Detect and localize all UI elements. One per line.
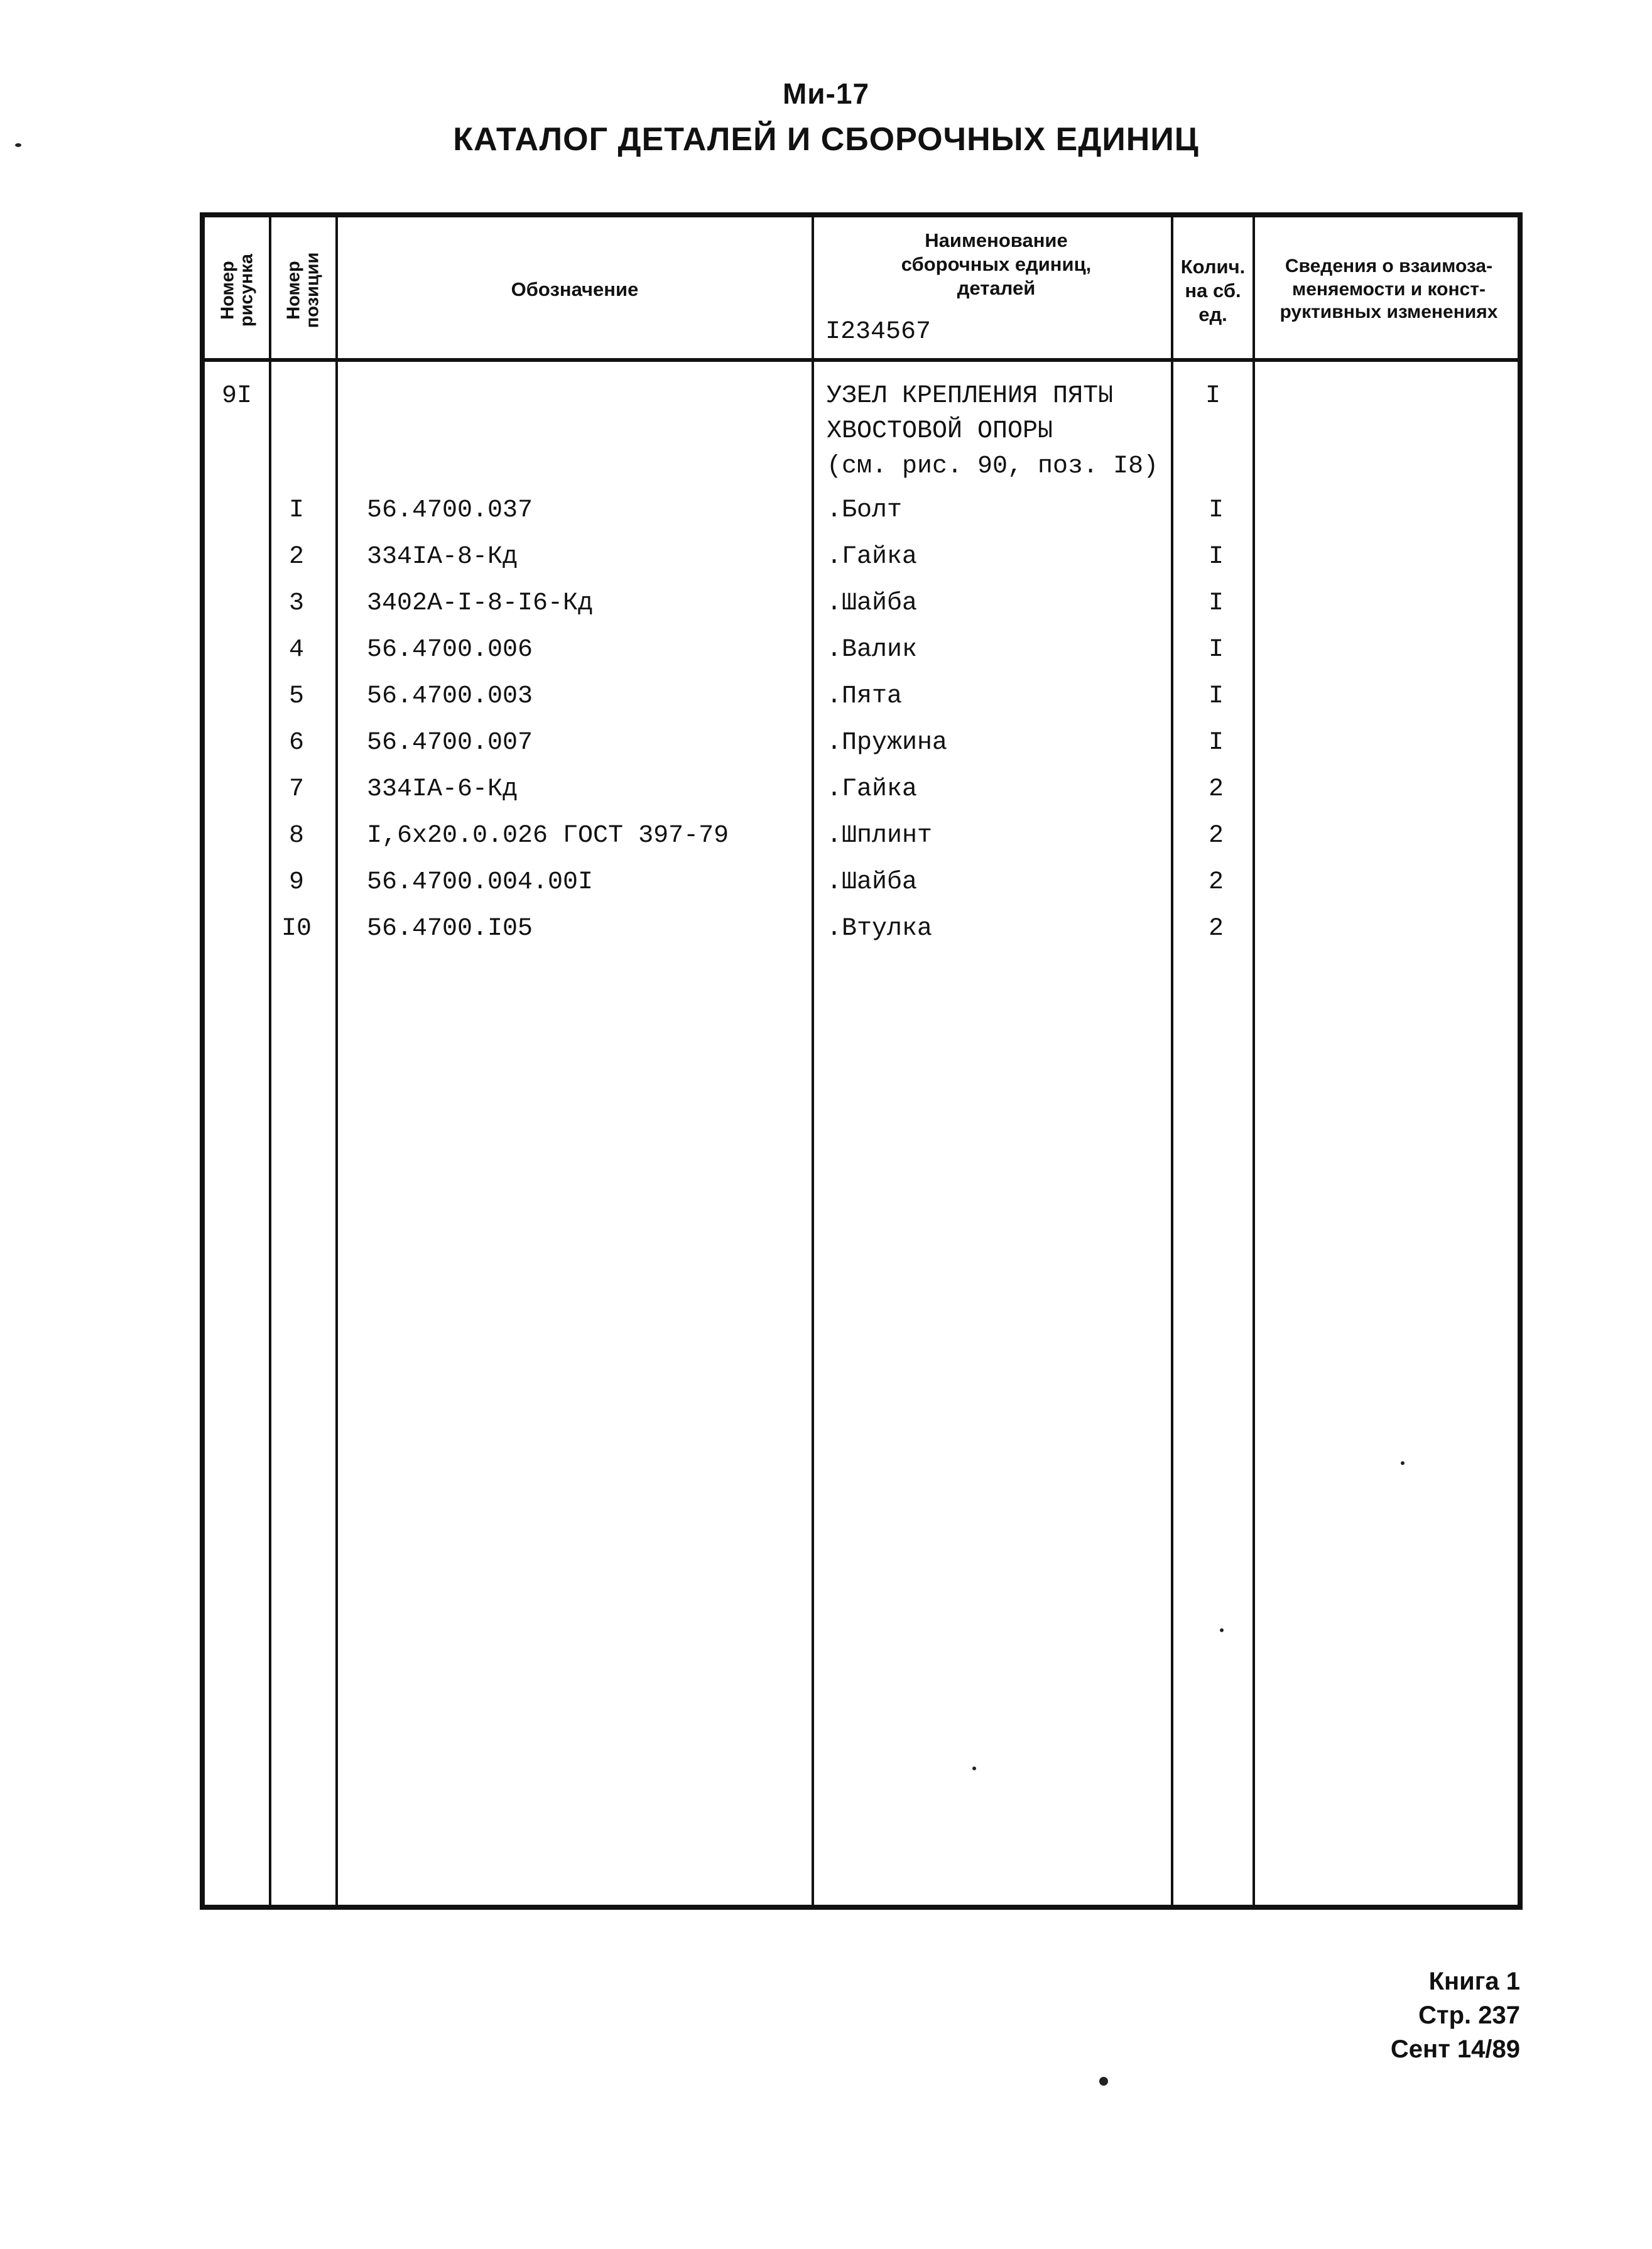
table-row bbox=[205, 535, 1518, 582]
part-name: .Болт bbox=[827, 496, 903, 525]
part-designation: 56.4700.007 bbox=[367, 729, 533, 757]
part-quantity: I bbox=[1208, 682, 1224, 711]
part-quantity: I bbox=[1208, 589, 1224, 618]
position-number: I bbox=[288, 496, 304, 525]
position-number: 3 bbox=[288, 589, 304, 618]
scan-speck bbox=[1401, 1461, 1405, 1465]
part-designation: I,6х20.0.026 ГОСТ 397-79 bbox=[367, 822, 729, 850]
header-position-number: Номер позиции bbox=[283, 252, 323, 329]
part-name: .Валик bbox=[827, 636, 918, 664]
position-number: 2 bbox=[288, 543, 304, 571]
column-divider bbox=[269, 217, 271, 1905]
part-quantity: 2 bbox=[1208, 775, 1224, 803]
header-divider bbox=[205, 358, 1518, 362]
part-name: .Гайка bbox=[827, 775, 918, 803]
part-name: .Пята bbox=[827, 682, 903, 711]
part-quantity: I bbox=[1208, 543, 1224, 571]
part-quantity: 2 bbox=[1208, 822, 1224, 850]
part-designation: 334IA-8-Кд bbox=[367, 543, 518, 571]
part-name: .Шайба bbox=[827, 868, 918, 896]
column-divider bbox=[335, 217, 338, 1905]
document-title: КАТАЛОГ ДЕТАЛЕЙ И СБОРОЧНЫХ ЕДИНИЦ bbox=[453, 121, 1199, 158]
scan-speck bbox=[972, 1767, 976, 1770]
table-row bbox=[205, 721, 1518, 768]
part-quantity: I bbox=[1208, 729, 1224, 757]
part-designation: 334IA-6-Кд bbox=[367, 775, 518, 803]
header-quantity: Колич. на сб. ед. bbox=[1180, 256, 1246, 325]
footer-page: Стр. 237 bbox=[1418, 2001, 1520, 2029]
assembly-figure-number: 9I bbox=[221, 382, 252, 410]
table-row bbox=[205, 675, 1518, 721]
position-number: 5 bbox=[288, 682, 304, 711]
column-divider bbox=[1171, 217, 1173, 1905]
column-divider bbox=[812, 217, 814, 1905]
table-row bbox=[205, 907, 1518, 954]
header-name-sample: I234567 bbox=[825, 318, 932, 346]
assembly-name-line: ХВОСТОВОЙ ОПОРЫ bbox=[827, 417, 1053, 445]
assembly-name-line: УЗЕЛ КРЕПЛЕНИЯ ПЯТЫ bbox=[827, 382, 1114, 410]
part-designation: 56.4700.003 bbox=[367, 682, 533, 711]
header-name: Наименование сборочных единиц, деталей bbox=[901, 229, 1092, 299]
table-row bbox=[205, 628, 1518, 675]
part-designation: 56.4700.006 bbox=[367, 636, 533, 664]
part-quantity: 2 bbox=[1208, 915, 1224, 943]
part-name: .Пружина bbox=[827, 729, 948, 757]
part-designation: 56.4700.037 bbox=[367, 496, 533, 525]
footer-date: Сент 14/89 bbox=[1390, 2035, 1520, 2063]
header-designation: Обозначение bbox=[511, 278, 639, 300]
column-divider bbox=[1253, 217, 1255, 1905]
header-figure-number: Номер рисунка bbox=[217, 254, 257, 327]
part-name: .Шайба bbox=[827, 589, 918, 618]
position-number: 9 bbox=[288, 868, 304, 896]
assembly-name-line: (см. рис. 90, поз. I8) bbox=[827, 452, 1159, 481]
document-code: Ми-17 bbox=[782, 77, 870, 110]
scan-speck bbox=[15, 143, 21, 147]
position-number: 6 bbox=[288, 729, 304, 757]
table-row bbox=[205, 582, 1518, 628]
assembly-quantity: I bbox=[1205, 382, 1220, 410]
part-name: .Шплинт bbox=[827, 822, 933, 850]
position-number: I0 bbox=[281, 915, 312, 943]
table-row bbox=[205, 814, 1518, 861]
footer-book: Книга 1 bbox=[1428, 1968, 1520, 1995]
part-designation: 56.4700.004.00I bbox=[367, 868, 594, 896]
part-quantity: I bbox=[1208, 636, 1224, 664]
part-designation: 56.4700.I05 bbox=[367, 915, 533, 943]
parts-catalog-table bbox=[200, 212, 1523, 1910]
part-name: .Втулка bbox=[827, 915, 933, 943]
table-row bbox=[205, 489, 1518, 535]
scan-speck bbox=[1220, 1628, 1224, 1632]
part-designation: 3402A-I-8-I6-Кд bbox=[367, 589, 594, 618]
table-row bbox=[205, 861, 1518, 907]
position-number: 7 bbox=[288, 775, 304, 803]
part-quantity: 2 bbox=[1208, 868, 1224, 896]
header-interchangeability-info: Сведения о взаимоза- меняемости и конст- руктивных изменениях bbox=[1280, 256, 1498, 323]
position-number: 8 bbox=[288, 822, 304, 850]
position-number: 4 bbox=[288, 636, 304, 664]
table-row bbox=[205, 768, 1518, 814]
scan-speck bbox=[1099, 2077, 1108, 2086]
part-name: .Гайка bbox=[827, 543, 918, 571]
part-quantity: I bbox=[1208, 496, 1224, 525]
